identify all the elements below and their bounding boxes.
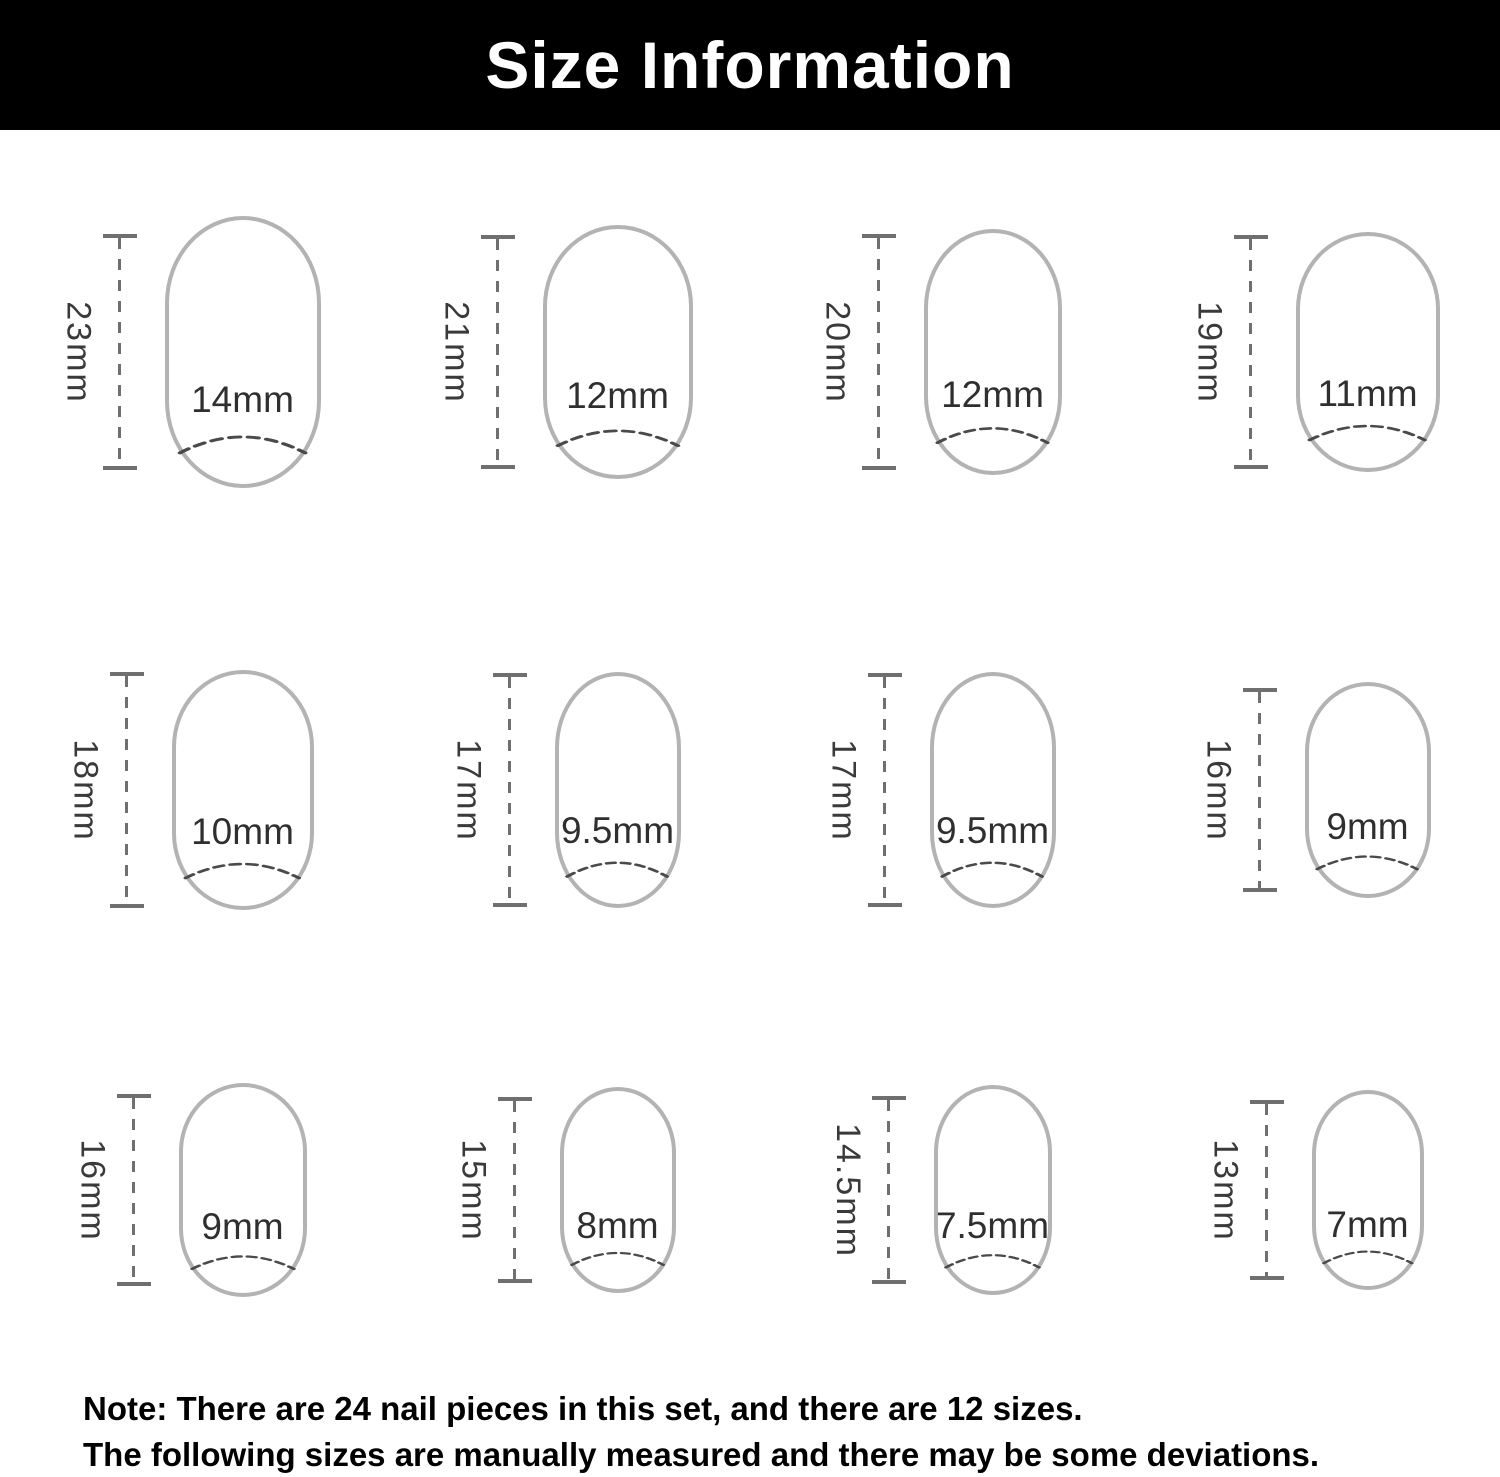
page-title: Size Information xyxy=(485,28,1015,102)
nail-size-item-16mm-a xyxy=(1125,580,1500,1000)
nail-outline xyxy=(555,672,681,908)
note-line-1-text: There are 24 nail pieces in this set, and there are 12 sizes. xyxy=(167,1390,1083,1427)
ruler-bottom-tick xyxy=(1243,888,1277,892)
width-label: 8mm xyxy=(576,1204,659,1246)
nail-outline xyxy=(165,216,321,488)
ruler-dashed-line xyxy=(132,1098,135,1282)
ruler-dashed-line xyxy=(883,677,886,903)
note-line-2: The following sizes are manually measured and there may be some deviations. xyxy=(83,1435,1320,1473)
ruler-dashed-line xyxy=(1265,1104,1268,1276)
length-label: 17mm xyxy=(450,738,488,842)
nail-size-item-14-5mm xyxy=(750,1020,1125,1360)
note xyxy=(0,1360,1500,1473)
size-grid-row-2 xyxy=(0,560,1500,1000)
length-ruler xyxy=(1234,235,1268,469)
width-label: 9mm xyxy=(201,1206,284,1248)
ruler-dashed-line xyxy=(513,1101,516,1279)
nail-outline xyxy=(934,1085,1052,1295)
length-ruler xyxy=(110,672,144,908)
ruler-bottom-tick xyxy=(868,903,902,907)
length-label-wrap xyxy=(820,580,868,1000)
smile-line-icon xyxy=(1321,1240,1415,1265)
nail-size-item-17mm-b xyxy=(750,580,1125,1000)
nail-outline xyxy=(179,1083,307,1297)
length-label: 14.5mm xyxy=(829,1122,868,1258)
ruler-bottom-tick xyxy=(103,466,137,470)
smile-line-icon xyxy=(189,1244,297,1271)
nail-outline xyxy=(172,670,314,910)
length-label: 13mm xyxy=(1207,1138,1245,1242)
nail-outline xyxy=(560,1087,676,1293)
ruler-dashed-line xyxy=(887,1100,890,1280)
length-label: 17mm xyxy=(825,738,863,842)
length-label: 16mm xyxy=(74,1138,112,1242)
length-label: 19mm xyxy=(1191,300,1229,404)
length-ruler xyxy=(493,673,527,907)
nail-outline xyxy=(1296,232,1440,472)
ruler-dashed-line xyxy=(1249,239,1252,465)
width-label: 12mm xyxy=(941,373,1044,415)
nail-size-item-18mm xyxy=(0,580,375,1000)
nail-size-item-16mm-b xyxy=(0,1020,375,1360)
ruler-dashed-line xyxy=(877,238,880,466)
smile-line-icon xyxy=(176,421,309,455)
ruler-bottom-tick xyxy=(1250,1276,1284,1280)
nail-size-item-20mm xyxy=(750,144,1125,560)
ruler-dashed-line xyxy=(496,239,499,465)
length-ruler xyxy=(103,234,137,470)
size-grid-row-3 xyxy=(0,1000,1500,1360)
ruler-bottom-tick xyxy=(481,465,515,469)
length-ruler xyxy=(1250,1100,1284,1280)
length-label-wrap xyxy=(69,1020,117,1360)
length-label: 21mm xyxy=(438,300,476,404)
smile-line-icon xyxy=(569,1241,666,1267)
nail-outline xyxy=(543,225,693,479)
width-label: 9.5mm xyxy=(560,810,675,852)
length-label-wrap xyxy=(62,580,110,1000)
length-ruler xyxy=(872,1096,906,1284)
header-bar xyxy=(0,0,1500,130)
smile-line-icon xyxy=(934,414,1051,445)
length-label: 16mm xyxy=(1200,738,1238,842)
smile-line-icon xyxy=(564,849,670,879)
length-label-wrap xyxy=(1186,144,1234,560)
ruler-dashed-line xyxy=(1258,692,1261,888)
ruler-dashed-line xyxy=(118,238,121,466)
ruler-bottom-tick xyxy=(493,903,527,907)
ruler-bottom-tick xyxy=(872,1280,906,1284)
ruler-bottom-tick xyxy=(498,1279,532,1283)
nail-outline xyxy=(1312,1090,1424,1290)
smile-line-icon xyxy=(1314,844,1420,871)
nail-size-item-23mm xyxy=(0,144,375,560)
smile-line-icon xyxy=(939,849,1045,879)
length-ruler xyxy=(862,234,896,470)
length-ruler xyxy=(117,1094,151,1286)
length-label-wrap xyxy=(1195,580,1243,1000)
nail-outline xyxy=(930,672,1056,908)
ruler-bottom-tick xyxy=(117,1282,151,1286)
width-label: 7.5mm xyxy=(935,1205,1050,1247)
smile-line-icon xyxy=(1306,412,1428,442)
length-label: 23mm xyxy=(60,300,98,404)
smile-line-icon xyxy=(182,850,303,880)
length-label-wrap xyxy=(55,144,103,560)
ruler-bottom-tick xyxy=(1234,465,1268,469)
ruler-dashed-line xyxy=(125,676,128,904)
length-label: 15mm xyxy=(455,1138,493,1242)
length-label-wrap xyxy=(433,144,481,560)
nail-size-item-17mm-a xyxy=(375,580,750,1000)
length-ruler xyxy=(498,1097,532,1283)
width-label: 10mm xyxy=(191,810,294,852)
nail-outline xyxy=(924,229,1062,475)
size-grid-row-1 xyxy=(0,130,1500,560)
length-label: 20mm xyxy=(819,300,857,404)
length-label-wrap xyxy=(824,1020,872,1360)
length-label-wrap xyxy=(814,144,862,560)
width-label: 9mm xyxy=(1326,806,1409,848)
nail-size-item-19mm xyxy=(1125,144,1500,560)
length-ruler xyxy=(481,235,515,469)
nail-outline xyxy=(1305,682,1431,898)
note-line-1 xyxy=(83,1386,1480,1432)
ruler-bottom-tick xyxy=(862,466,896,470)
width-label: 9.5mm xyxy=(935,810,1050,852)
length-ruler xyxy=(868,673,902,907)
smile-line-icon xyxy=(943,1243,1042,1269)
length-label-wrap xyxy=(450,1020,498,1360)
nail-size-item-13mm xyxy=(1125,1020,1500,1360)
length-label-wrap xyxy=(445,580,493,1000)
note-prefix: Note: xyxy=(83,1390,168,1427)
nail-size-item-15mm xyxy=(375,1020,750,1360)
length-ruler xyxy=(1243,688,1277,892)
width-label: 14mm xyxy=(191,378,294,420)
width-label: 12mm xyxy=(566,375,669,417)
ruler-dashed-line xyxy=(508,677,511,903)
ruler-bottom-tick xyxy=(110,904,144,908)
smile-line-icon xyxy=(554,416,682,448)
width-label: 7mm xyxy=(1326,1203,1409,1245)
nail-size-item-21mm xyxy=(375,144,750,560)
length-label: 18mm xyxy=(67,738,105,842)
width-label: 11mm xyxy=(1317,372,1418,414)
length-label-wrap xyxy=(1202,1020,1250,1360)
